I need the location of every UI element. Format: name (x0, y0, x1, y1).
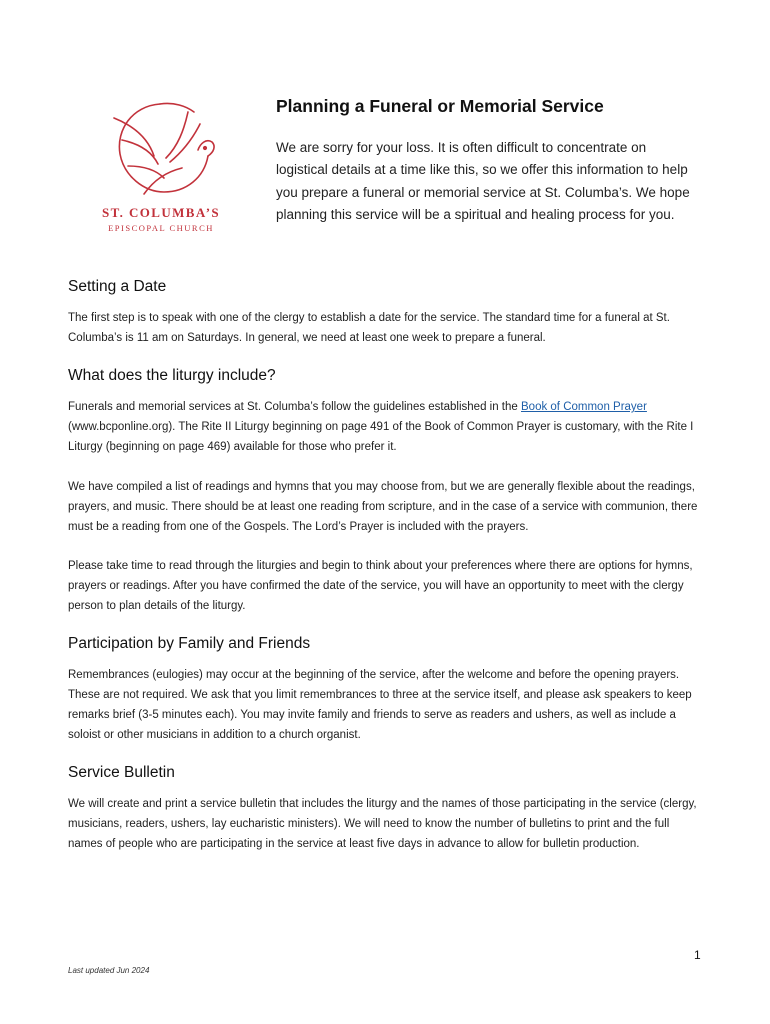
section-heading-service-bulletin: Service Bulletin (68, 764, 175, 781)
liturgy-paragraph-1 (68, 397, 704, 457)
church-name: ST. COLUMBA’S (101, 205, 221, 220)
main-content (68, 276, 704, 854)
section-heading-setting-a-date: Setting a Date (68, 278, 167, 295)
page-number: 1 (694, 948, 701, 962)
liturgy-text-before-link: Funerals and memorial services at St. Columba’s follow the guidelines established in the (68, 401, 521, 413)
church-subtitle: EPISCOPAL CHURCH (108, 223, 214, 233)
book-of-common-prayer-link[interactable]: Book of Common Prayer (521, 401, 647, 413)
page-title: Planning a Funeral or Memorial Service (276, 96, 604, 116)
liturgy-paragraph-2: We have compiled a list of readings and hymns that you may choose from, but we are generally flexible about the readings, prayers, and music. There should be at least one reading from scripture, and in the case of a service with communion, there must be a reading from one of the Gospels. The Lord’s Prayer is included with the prayers. (68, 480, 698, 533)
church-logo (76, 96, 246, 238)
section-heading-participation: Participation by Family and Friends (68, 635, 311, 652)
last-updated-note: Last updated Jun 2024 (68, 966, 150, 975)
dove-icon (104, 96, 218, 200)
liturgy-paragraph-3: Please take time to read through the liturgies and begin to think about your preferences where there are options for hymns, prayers or readings. After you have confirmed the date of the service, you will have an opportunity to meet with the clergy person to plan details of the liturgy. (68, 560, 693, 612)
section-heading-liturgy: What does the liturgy include? (68, 367, 276, 384)
participation-paragraph: Remembrances (eulogies) may occur at the beginning of the service, after the welcome and before the opening prayers. These are not required. We ask that you limit remembrances to three at the service itself, and please ask speakers to keep remarks brief (3-5 minutes each). You may invite family and friends to serve as readers and ushers, as well as include a soloist or other musicians in addition to a church organist. (68, 669, 692, 741)
service-bulletin-paragraph: We will create and print a service bulletin that includes the liturgy and the names of those participating in the service (clergy, musicians, readers, ushers, lay eucharistic ministers). We will need to know the number of bulletins to print and the full names of people who are participating in the service at least five days in advance to allow for bulletin production. (68, 798, 697, 850)
intro-paragraph: We are sorry for your loss. It is often difficult to concentrate on logistical details at a time like this, so we offer this information to help you prepare a funeral or memorial service at St. Columba’s. We hope planning this service will be a spiritual and healing process for you. (276, 140, 690, 222)
liturgy-text-after-link: (www.bcponline.org). The Rite II Liturgy beginning on page 491 of the Book of Common Prayer is customary, with the Rite I Liturgy (beginning on page 469) available for those who prefer it. (68, 421, 694, 453)
setting-a-date-paragraph: The first step is to speak with one of the clergy to establish a date for the service. The standard time for a funeral at St. Columba’s is 11 am on Saturdays. In general, we need at least one week to prepare a funeral. (68, 312, 670, 344)
